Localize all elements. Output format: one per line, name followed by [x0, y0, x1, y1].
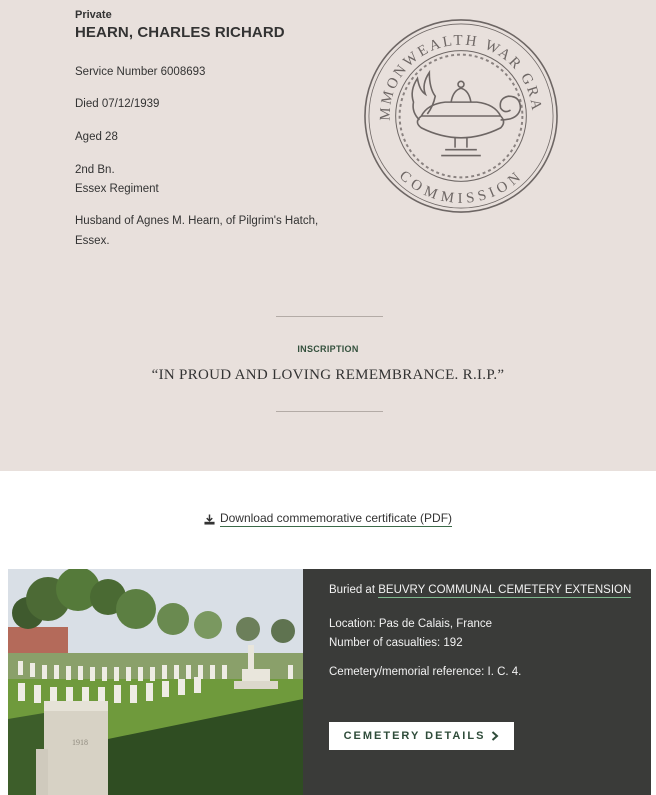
oil-lamp-icon	[412, 72, 520, 155]
unit-regiment: Essex Regiment	[75, 183, 159, 195]
age: Aged 28	[75, 131, 118, 143]
download-icon	[204, 514, 215, 525]
inscription-divider-bottom	[276, 411, 383, 412]
unit-battalion: 2nd Bn.	[75, 164, 115, 176]
service-number: Service Number 6008693	[75, 66, 206, 78]
additional-info: Husband of Agnes M. Hearn, of Pilgrim's Hatch, Essex.	[75, 215, 319, 247]
seal-top-text: MMONWEALTH WAR GRA	[377, 32, 545, 122]
date-of-death: Died 07/12/1939	[75, 98, 160, 110]
cemetery-name-link[interactable]: BEUVRY COMMUNAL CEMETERY EXTENSION	[378, 584, 632, 596]
unit	[75, 161, 159, 199]
download-certificate-link[interactable]	[204, 511, 452, 527]
casualty-name: HEARN, CHARLES RICHARD	[75, 24, 285, 41]
buried-prefix: Buried at	[329, 584, 376, 596]
rank: Private	[75, 9, 112, 21]
cemetery-photo-image	[8, 569, 303, 795]
cemetery-details-button[interactable]	[329, 722, 514, 750]
cemetery-reference: Cemetery/memorial reference: I. C. 4.	[329, 666, 522, 678]
download-section	[0, 511, 656, 528]
photo-caption: 1918	[72, 738, 88, 747]
cemetery-stats	[329, 615, 492, 653]
cwgc-seal-icon	[362, 17, 560, 215]
cemetery-photo	[8, 569, 303, 795]
cemetery-casualties: Number of casualties: 192	[329, 637, 463, 649]
svg-text:COMMONWEALTH WAR GRAVES	[362, 17, 544, 121]
inscription-label: INSCRIPTION	[297, 344, 359, 354]
chevron-right-icon	[491, 731, 499, 741]
buried-at	[329, 584, 631, 596]
cwgc-seal	[362, 17, 560, 215]
inscription-text: “IN PROUD AND LOVING REMEMBRANCE. R.I.P.”	[151, 367, 505, 383]
cemetery-location: Location: Pas de Calais, France	[329, 618, 493, 630]
download-certificate-label: Download commemorative certificate (PDF)	[219, 511, 453, 525]
cemetery-details-label: CEMETERY DETAILS	[343, 730, 486, 742]
inscription-divider-top	[276, 316, 383, 317]
cemetery-panel	[8, 569, 651, 795]
seal-bottom-text: COMMISSION	[395, 167, 526, 208]
